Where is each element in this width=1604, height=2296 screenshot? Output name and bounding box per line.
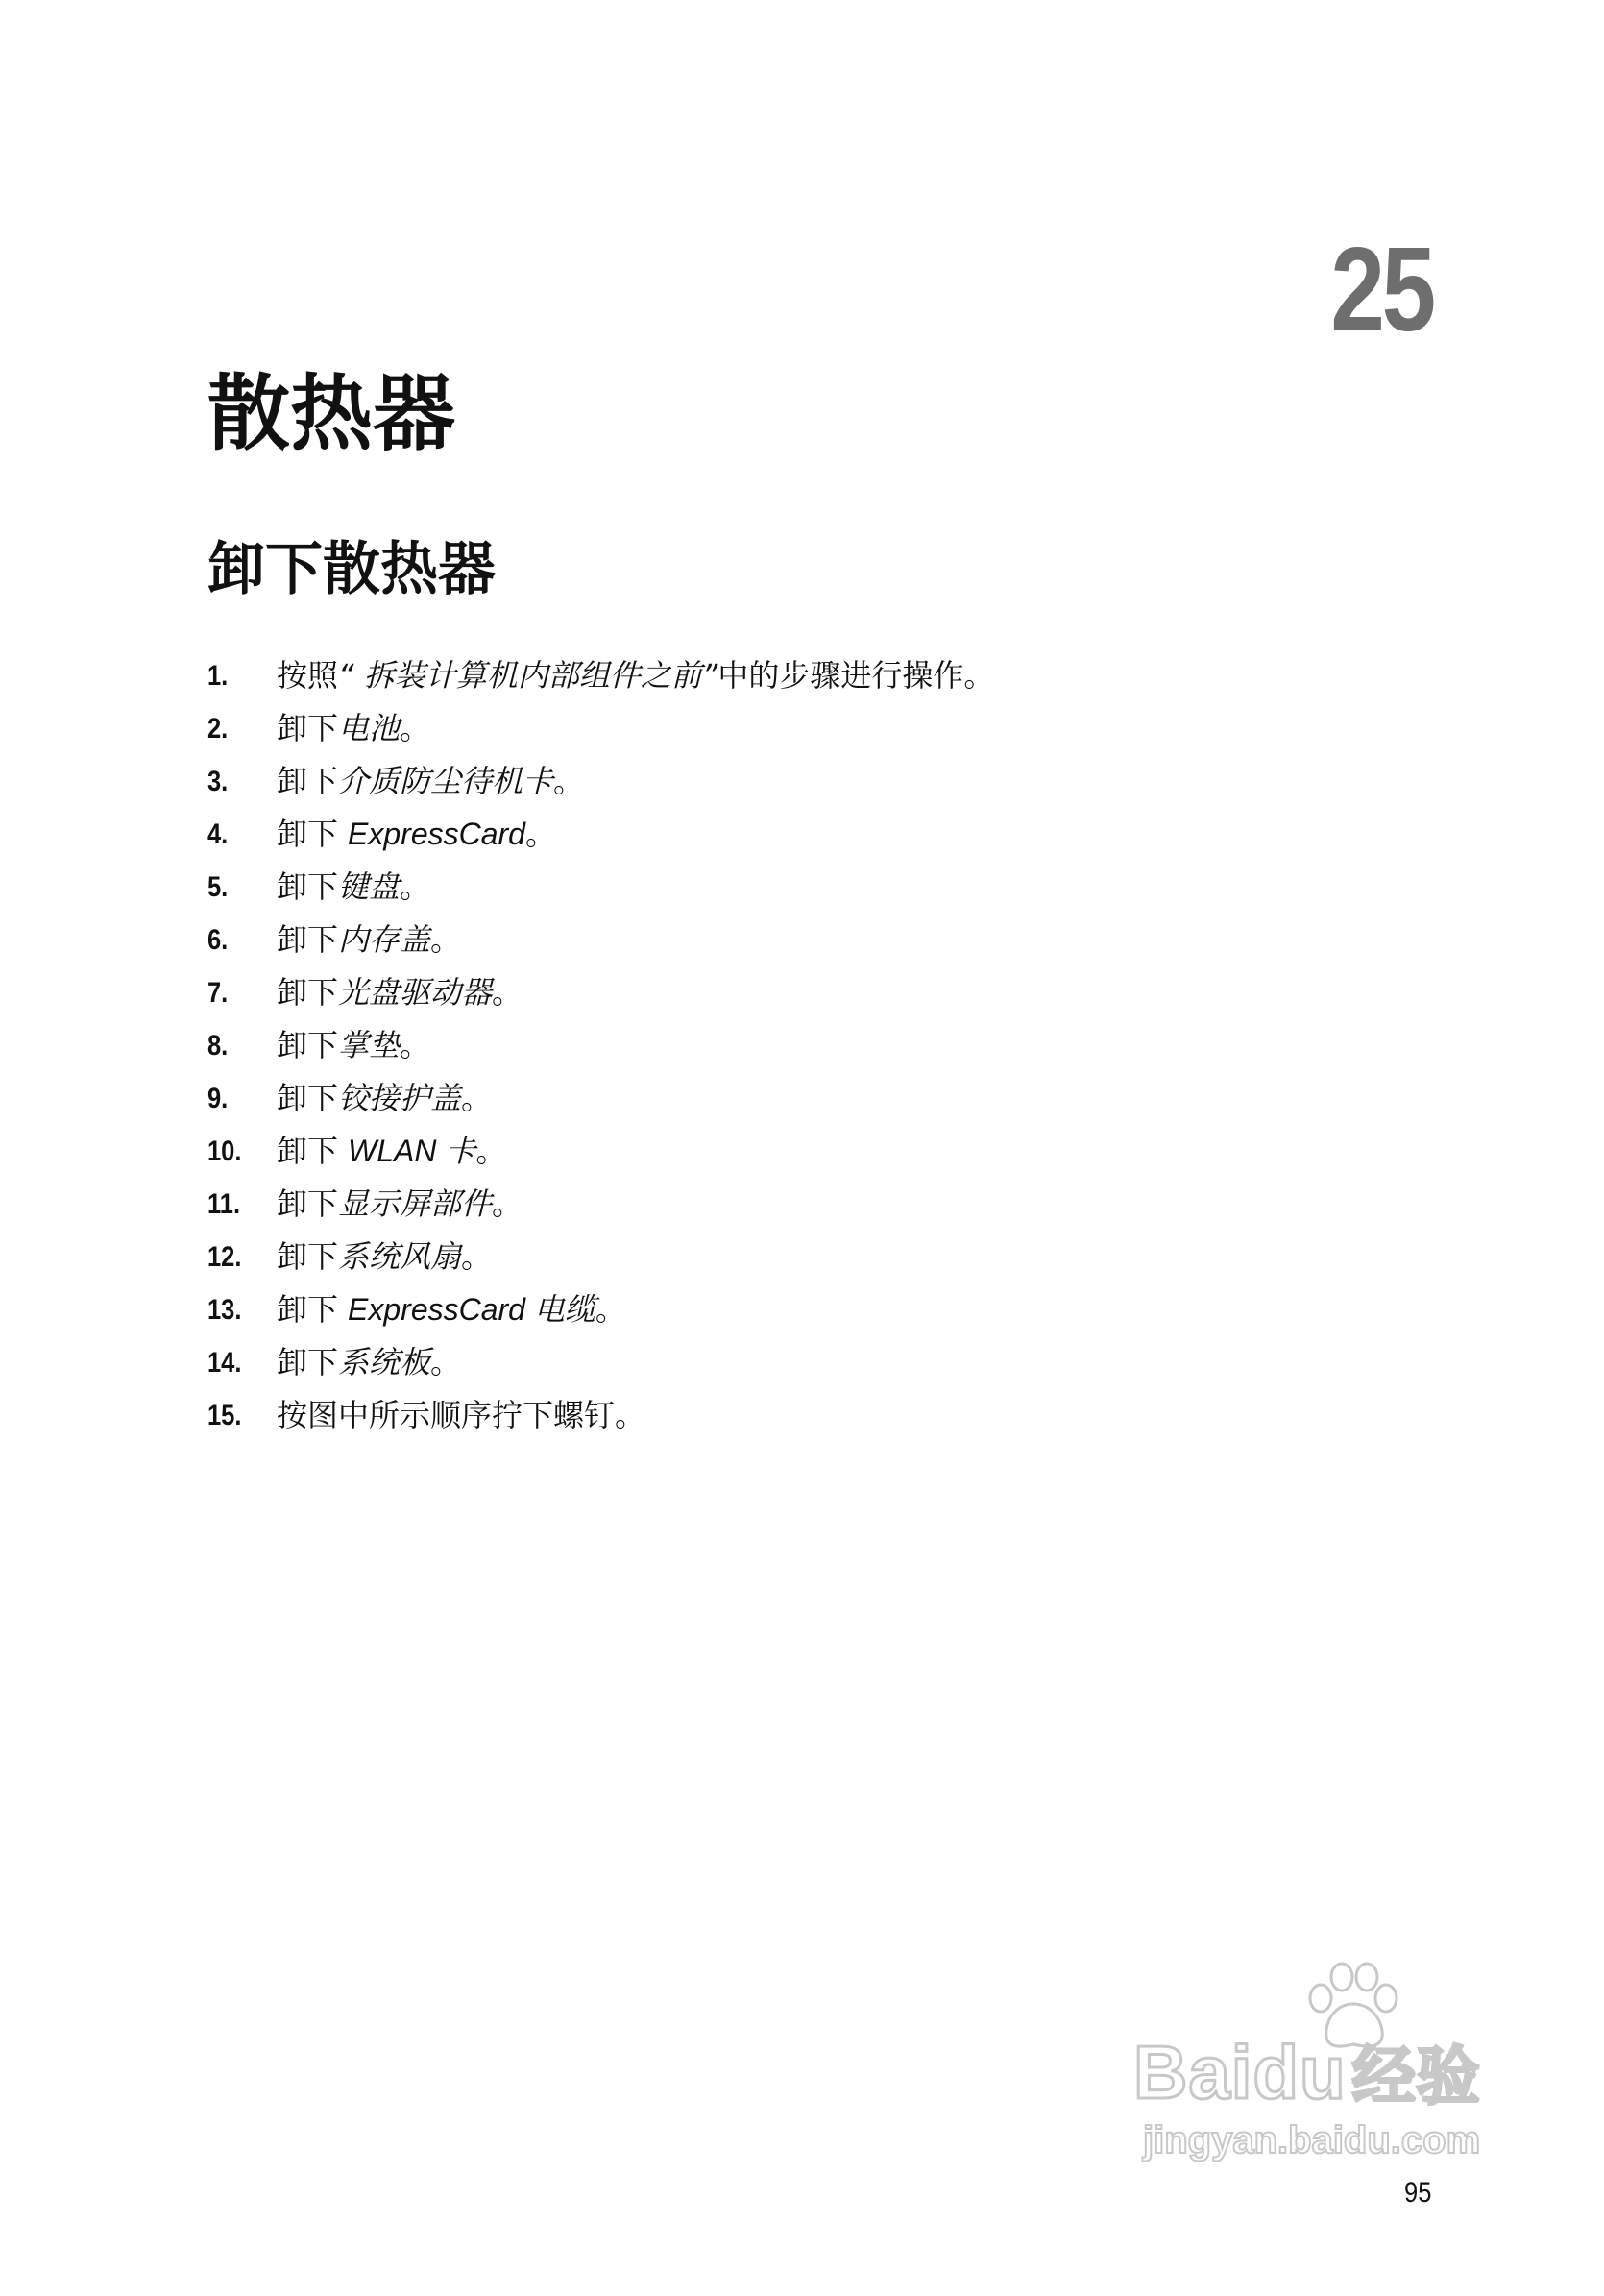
step-verb: 卸下 <box>277 710 339 746</box>
step-item <box>207 755 994 808</box>
step-verb: 卸下 <box>277 1238 339 1275</box>
step-verb: 卸下 <box>277 763 339 799</box>
step-target: ExpressCard <box>348 817 525 851</box>
watermark-brand <box>1133 2030 1481 2114</box>
step-item <box>207 1019 994 1072</box>
step-verb: 卸下 <box>277 974 339 1011</box>
step-number: 3. <box>207 766 229 797</box>
step-item <box>207 861 994 914</box>
steps-list <box>207 649 994 1442</box>
step-target: 内存盖 <box>338 921 431 958</box>
step-target: 系统板 <box>338 1344 431 1380</box>
step-item <box>207 966 994 1019</box>
chapter-title: 散热器 <box>207 366 455 462</box>
step-verb: 卸下 <box>277 816 339 852</box>
step-item <box>207 1231 994 1283</box>
step-item <box>207 1283 994 1336</box>
step-number: 14. <box>207 1347 242 1379</box>
step-item <box>207 649 994 702</box>
step-verb: 卸下 <box>277 921 339 958</box>
step-verb: 按照 <box>277 657 339 694</box>
page-number: 95 <box>1403 2177 1431 2209</box>
step-item <box>207 1178 994 1231</box>
step-target: WLAN 卡 <box>348 1134 476 1168</box>
step-number: 8. <box>207 1030 229 1062</box>
step-target: “ 拆装计算机内部组件之前” <box>338 657 718 694</box>
step-number: 2. <box>207 713 229 745</box>
step-number: 7. <box>207 977 229 1009</box>
step-end: 。 <box>430 921 462 958</box>
chapter-number: 25 <box>1330 224 1433 356</box>
step-item <box>207 914 994 966</box>
step-end: 。 <box>524 816 556 852</box>
step-number: 12. <box>207 1241 242 1273</box>
step-target: ExpressCard 电缆 <box>348 1292 595 1327</box>
step-target: 电池 <box>338 710 401 746</box>
step-target: 铰接护盖 <box>338 1080 462 1116</box>
watermark-brand-cn: 经验 <box>1351 2040 1481 2113</box>
watermark-url: jingyan.baidu.com <box>1143 2119 1481 2162</box>
step-target: 掌垫 <box>338 1027 401 1063</box>
step-end: 。 <box>461 1238 493 1275</box>
step-end: 。 <box>430 1344 462 1380</box>
baidu-watermark <box>1133 1960 1508 2162</box>
step-end: 。 <box>400 710 431 746</box>
step-end: 。 <box>400 1027 431 1063</box>
step-end: 。 <box>553 763 585 799</box>
step-verb: 按图中所示顺序拧下螺钉。 <box>277 1397 646 1433</box>
watermark-brand-bai: Bai <box>1133 2030 1253 2114</box>
step-verb: 卸下 <box>277 1080 339 1116</box>
step-number: 10. <box>207 1136 242 1167</box>
step-target: 系统风扇 <box>338 1238 462 1275</box>
step-number: 15. <box>207 1400 242 1431</box>
step-target: 介质防尘待机卡 <box>338 763 554 799</box>
step-end: 。 <box>492 974 523 1011</box>
step-verb: 卸下 <box>277 1185 339 1222</box>
step-number: 11. <box>207 1188 241 1220</box>
step-end: 。 <box>461 1080 493 1116</box>
step-item <box>207 1125 994 1178</box>
section-title: 卸下散热器 <box>207 536 496 603</box>
step-verb: 卸下 <box>277 1344 339 1380</box>
step-item <box>207 702 994 755</box>
step-number: 4. <box>207 818 229 850</box>
step-target: 显示屏部件 <box>338 1185 493 1222</box>
step-verb: 卸下 <box>277 1133 339 1169</box>
step-item <box>207 1336 994 1389</box>
step-end: 。 <box>400 868 431 905</box>
step-target: 光盘驱动器 <box>338 974 493 1011</box>
step-number: 13. <box>207 1294 242 1326</box>
step-end: 中的步骤进行操作。 <box>717 657 995 694</box>
step-end: 。 <box>595 1291 626 1328</box>
step-item <box>207 1389 994 1442</box>
step-verb: 卸下 <box>277 868 339 905</box>
step-end: 。 <box>492 1185 523 1222</box>
step-number: 5. <box>207 871 229 903</box>
step-number: 6. <box>207 924 229 956</box>
watermark-brand-du: du <box>1252 2030 1347 2114</box>
step-number: 9. <box>207 1083 229 1114</box>
step-target: 键盘 <box>338 868 401 905</box>
step-verb: 卸下 <box>277 1027 339 1063</box>
step-verb: 卸下 <box>277 1291 339 1328</box>
step-item <box>207 808 994 861</box>
step-number: 1. <box>207 660 229 692</box>
step-end: 。 <box>475 1133 507 1169</box>
step-item <box>207 1072 994 1125</box>
